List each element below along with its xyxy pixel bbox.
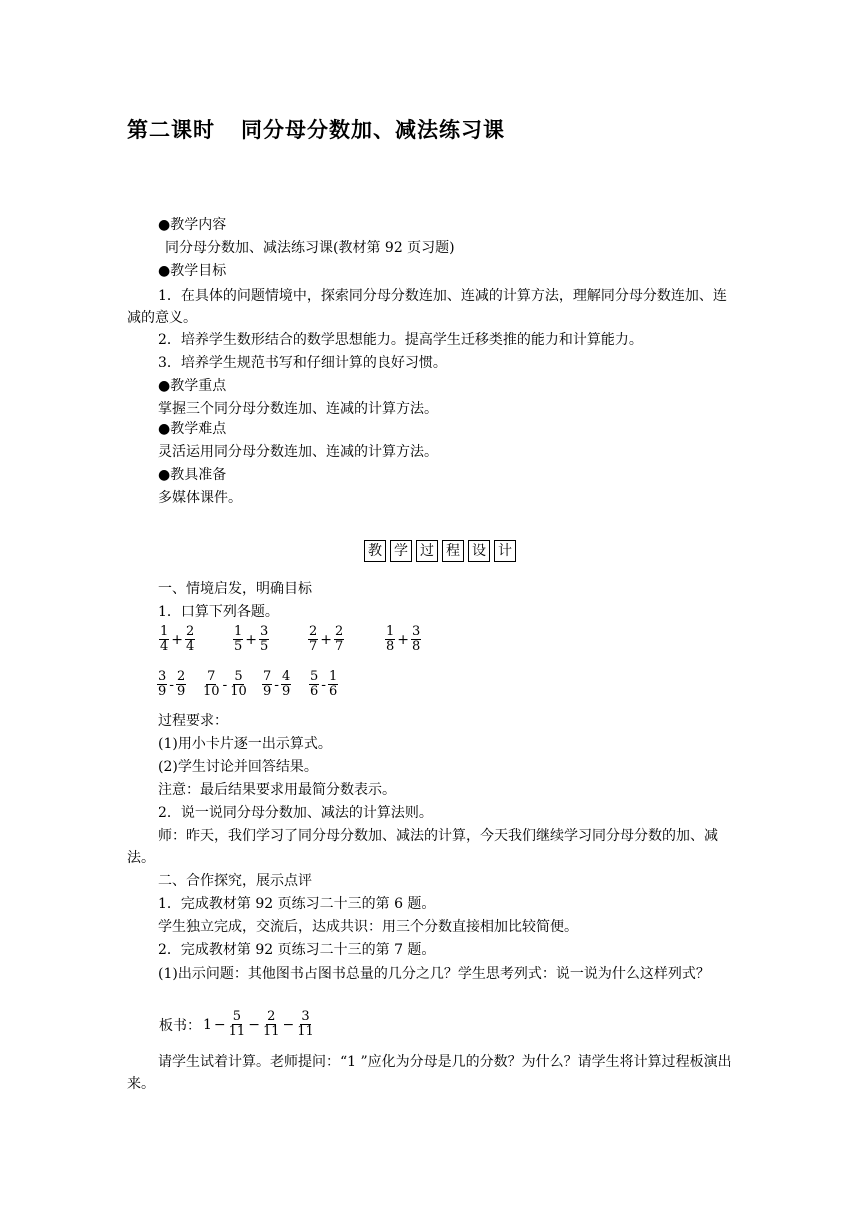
step2-heading: 二、合作探究，展示点评 xyxy=(158,873,312,889)
addition-expression: $\frac{1}{5}$ + $\frac{3}{5}$ xyxy=(234,624,269,654)
step2-question-2: 2．完成教材第 92 页练习二十三的第 7 题。 xyxy=(158,942,436,958)
title-lesson-number: 第二课时 xyxy=(127,118,215,142)
requirement-heading: 过程要求： xyxy=(158,713,228,729)
goal-item-2: 2．培养学生数形结合的数学思想能力。提高学生迁移类推的能力和计算能力。 xyxy=(158,332,643,348)
step1-question-2: 2．说一说同分母分数加、减法的计算法则。 xyxy=(158,805,433,821)
goal-heading: ●教学目标 xyxy=(158,263,227,279)
requirement-2: (2)学生讨论并回答结果。 xyxy=(158,759,318,775)
design-box: 过 xyxy=(416,540,438,562)
addition-expression: $\frac{2}{7}$ + $\frac{2}{7}$ xyxy=(309,624,344,654)
step1-question-1: 1．口算下列各题。 xyxy=(158,604,279,620)
subtraction-expression: $\frac{7}{9}$ - $\frac{4}{9}$ xyxy=(263,669,291,699)
key-heading: ●教学重点 xyxy=(158,378,227,394)
content-heading: ●教学内容 xyxy=(158,217,227,233)
requirement-1: (1)用小卡片逐一出示算式。 xyxy=(158,736,332,752)
subtraction-expression: $\frac{7}{10}$ - $\frac{5}{10}$ xyxy=(203,669,247,699)
difficulty-text: 灵活运用同分母分数连加、连减的计算方法。 xyxy=(158,444,438,460)
board-writing: 板书： 1 − $\frac{5}{11}$ − $\frac{2}{11}$ − $\frac{3}{11}$ xyxy=(159,1009,314,1039)
difficulty-heading: ●教学难点 xyxy=(158,421,227,437)
subtraction-expression: $\frac{5}{6}$ - $\frac{1}{6}$ xyxy=(310,669,338,699)
key-text: 掌握三个同分母分数连加、连减的计算方法。 xyxy=(158,401,438,417)
title-lesson-name: 同分母分数加、减法练习课 xyxy=(241,118,505,142)
design-box: 教 xyxy=(364,540,386,562)
step2-question-1-note: 学生独立完成，交流后，达成共识：用三个分数直接相加比较简便。 xyxy=(158,919,578,935)
design-box: 程 xyxy=(442,540,464,562)
step2-question-1: 1．完成教材第 92 页练习二十三的第 6 题。 xyxy=(158,896,436,912)
step1-heading: 一、情境启发，明确目标 xyxy=(158,581,312,597)
step2-question-2-detail: (1)出示问题：其他图书占图书总量的几分之几？学生思考列式：说一说为什么这样列式？ xyxy=(158,966,710,982)
final-instruction: 请学生试着计算。老师提问：“1 ”应化为分母是几的分数？为什么？请学生将计算过程板演出来。 xyxy=(127,1054,732,1092)
subtraction-expression: $\frac{3}{9}$ - $\frac{2}{9}$ xyxy=(158,669,186,699)
content-text: 同分母分数加、减法练习课(教材第 92 页习题) xyxy=(165,240,455,256)
prep-text: 多媒体课件。 xyxy=(158,490,242,506)
note-text: 注意：最后结果要求用最简分数表示。 xyxy=(158,782,396,798)
board-label: 板书： xyxy=(159,1017,201,1034)
prep-heading: ●教具准备 xyxy=(158,467,227,483)
process-design-heading xyxy=(364,540,516,562)
addition-expression: $\frac{1}{8}$ + $\frac{3}{8}$ xyxy=(386,624,421,654)
goal-item-3: 3．培养学生规范书写和仔细计算的良好习惯。 xyxy=(158,355,447,371)
design-box: 学 xyxy=(390,540,412,562)
design-box: 设 xyxy=(468,540,490,562)
goal-item-1: 1．在具体的问题情境中，探索同分母分数连加、连减的计算方法，理解同分母分数连加、连减的意义。 xyxy=(127,288,727,326)
teacher-remark: 师：昨天，我们学习了同分母分数加、减法的计算，今天我们继续学习同分母分数的加、减法。 xyxy=(127,828,718,866)
page-title xyxy=(127,114,505,144)
design-box: 计 xyxy=(494,540,516,562)
addition-expression: $\frac{1}{4}$ + $\frac{2}{4}$ xyxy=(160,624,195,654)
